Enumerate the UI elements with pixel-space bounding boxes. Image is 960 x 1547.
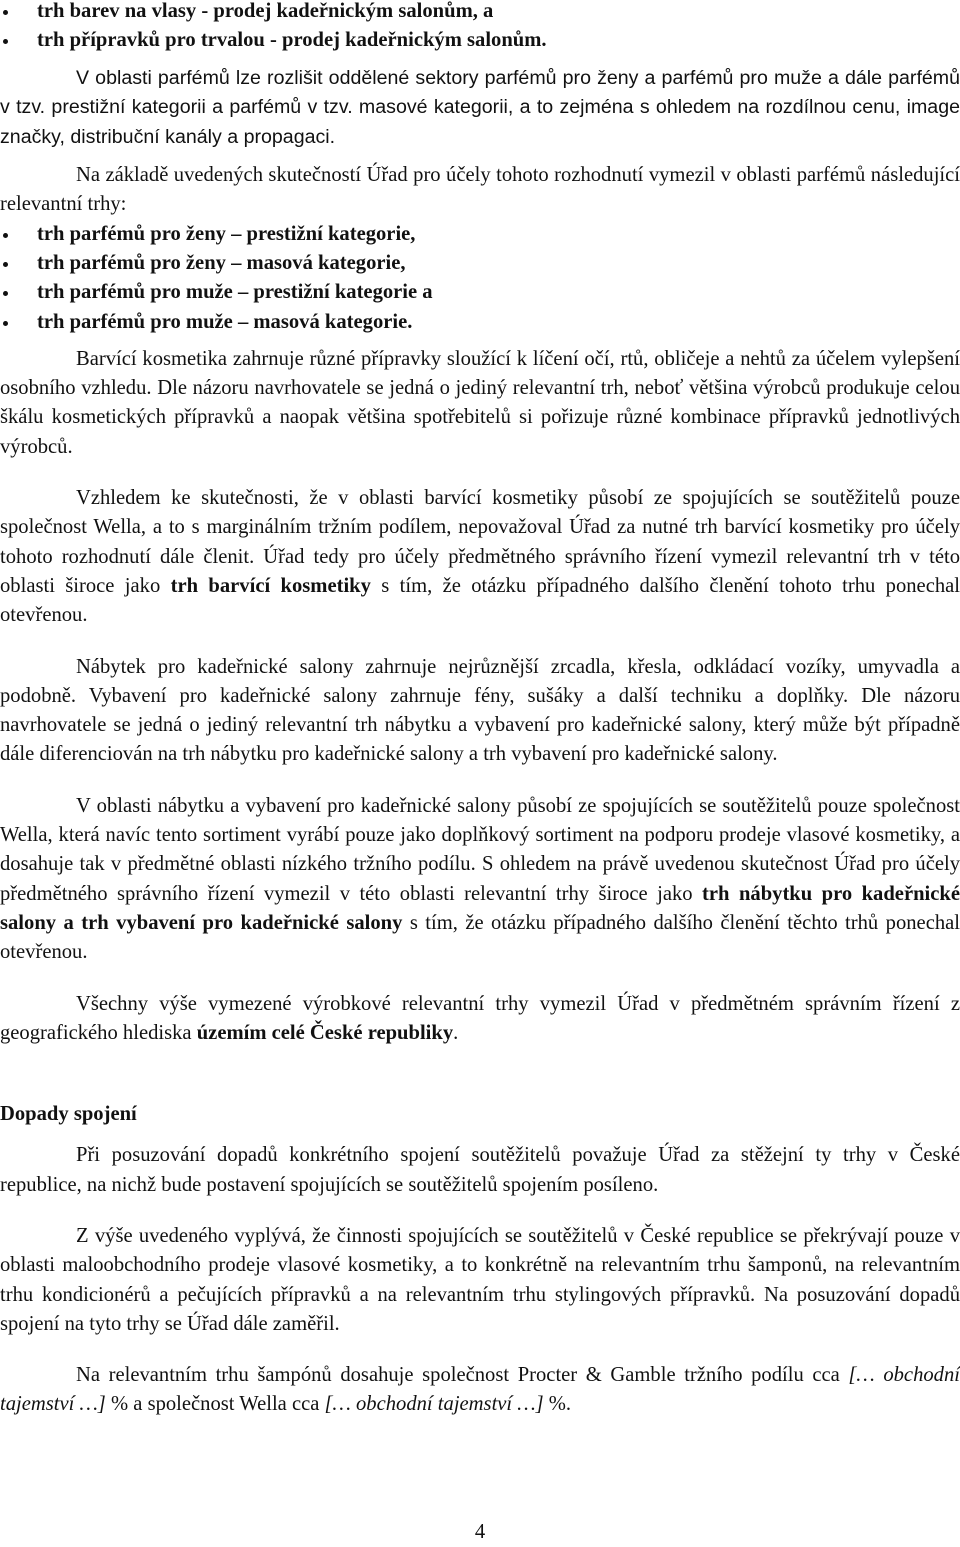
paragraph-text: s tím, že otázku případného dalšího členění tohoto trhu ponechal otevřenou. bbox=[0, 574, 960, 627]
market-definition-bold: trh barvící kosmetiky bbox=[170, 574, 371, 597]
paragraph-text: . bbox=[453, 1021, 459, 1044]
perfume-segments-paragraph: V oblasti parfémů lze rozlišit oddělené sektory parfémů pro ženy a parfémů pro muže a dále parfémů v tzv. prestižní kategorii a parfémů v tzv. masové kategorii, a to zejména s ohledem na rozdílnou cenu, image značky, distribuční kanály a propagaci. bbox=[0, 66, 960, 148]
list-item: trh parfémů pro muže – masová kategorie. bbox=[0, 308, 960, 337]
trade-secret-redaction: [… obchodní tajemství …] bbox=[324, 1393, 544, 1416]
page-number: 4 bbox=[474, 1521, 486, 1543]
color-cosmetics-market-paragraph bbox=[0, 484, 960, 630]
salon-furniture-market-paragraph bbox=[0, 792, 960, 968]
perfume-markets-intro-paragraph: Na základě uvedených skutečností Úřad pro účely tohoto rozhodnutí vymezil v oblasti parfémů následující relevantní trhy: bbox=[0, 164, 960, 216]
list-item: trh parfémů pro ženy – masová kategorie, bbox=[0, 249, 960, 278]
paragraph-text: Vzhledem ke skutečnosti, že v oblasti barvící kosmetiky působí ze spojujících se soutěžitelů pouze společnost Wella, a to s marginálním tržním podílem, nepovažoval Úřad za nutné trh barvící kosmetiky pro účely tohoto rozhodnutí dále členit. Úřad tedy pro účely předmětného správního řízení vymezil relevantní trh v této oblasti široce jako bbox=[0, 487, 960, 597]
paragraph-text: Všechny výše vymezené výrobkové relevantní trhy vymezil Úřad v předmětném správním řízení z geografického hlediska bbox=[0, 992, 960, 1044]
section-heading: Dopady spojení bbox=[0, 1103, 137, 1126]
list-item: trh parfémů pro ženy – prestižní kategorie, bbox=[0, 220, 960, 249]
paragraph-text: s tím, že otázku případného dalšího členění těchto trhů ponechal otevřenou. bbox=[0, 911, 960, 964]
color-cosmetics-paragraph: Barvící kosmetika zahrnuje různé přípravky sloužící k líčení očí, rtů, obličeje a nehtů za účelem vylepšení osobního vzhledu. Dle názoru navrhovatele se jedná o jediný relevantní trh, neboť většina výrobců produkuje celou škálu kosmetických přípravků a naopak většina spotřebitelů si pořizuje různé kombinace přípravků jednotlivých výrobců. bbox=[0, 347, 960, 458]
trade-secret-redaction: [… obchodní tajemství …] bbox=[0, 1364, 960, 1416]
paragraph-text: V oblasti nábytku a vybavení pro kadeřnické salony působí ze spojujících se soutěžitelů pouze společnost Wella, která navíc tento sortiment vyrábí pouze jako doplňkový sortiment na podporu prodeje vlasové kosmetiky, a dosahuje tak v předmětné oblasti nízkého tržního podílu. S ohledem na právě uvedenou skutečnost Úřad pro účely předmětného správního řízení vymezil v této oblasti relevantní trhy široce jako bbox=[0, 794, 960, 905]
geographic-market-paragraph bbox=[0, 990, 960, 1049]
list-item: trh parfémů pro muže – prestižní kategorie a bbox=[0, 278, 960, 307]
overlap-paragraph: Z výše uvedeného vyplývá, že činnosti spojujících se soutěžitelů v České republice se překrývají pouze v oblasti maloobchodního prodeje vlasové kosmetiky, a to konkrétně na relevantním trhu šamponů, na relevantním trhu kondicionérů a pečujících přípravků a na relevantním trhu stylingových přípravků. Na posuzování dopadů spojení na tyto trhy se Úřad dále zaměřil. bbox=[0, 1225, 960, 1335]
shampoo-market-share-paragraph bbox=[0, 1361, 960, 1420]
geographic-market-bold: územím celé České republiky bbox=[196, 1021, 454, 1044]
list-item: trh přípravků pro trvalou - prodej kadeřnickým salonům. bbox=[0, 26, 960, 55]
market-definition-bold: trh nábytku pro kadeřnické salony a trh vybavení pro kadeřnické salony bbox=[0, 882, 960, 934]
perfume-market-list bbox=[0, 220, 960, 337]
paragraph-text: %. bbox=[548, 1393, 572, 1416]
paragraph-text: % a společnost Wella cca bbox=[110, 1393, 320, 1416]
impact-assessment-paragraph: Při posuzování dopadů konkrétního spojení soutěžitelů považuje Úřad za stěžejní ty trhy v České republice, na nichž bude postavení spojujících se soutěžitelů spojením posíleno. bbox=[0, 1144, 960, 1196]
list-item: trh barev na vlasy - prodej kadeřnickým salonům, a bbox=[0, 0, 960, 26]
paragraph-text: Na relevantním trhu šampónů dosahuje společnost Procter & Gamble tržního podílu cca bbox=[76, 1364, 840, 1387]
hair-products-market-list bbox=[0, 0, 960, 56]
salon-furniture-paragraph: Nábytek pro kadeřnické salony zahrnuje nejrůznější zrcadla, křesla, odkládací vozíky, umyvadla a podobně. Vybavení pro kadeřnické salony zahrnuje fény, sušáky a další techniku a doplňky. Dle názoru navrhovatele se jedná o jediný relevantní trh nábytku a vybavení pro kadeřnické salony, který může být případně dále diferenciován na trh nábytku pro kadeřnické salony a trh vybavení pro kadeřnické salony. bbox=[0, 655, 960, 766]
